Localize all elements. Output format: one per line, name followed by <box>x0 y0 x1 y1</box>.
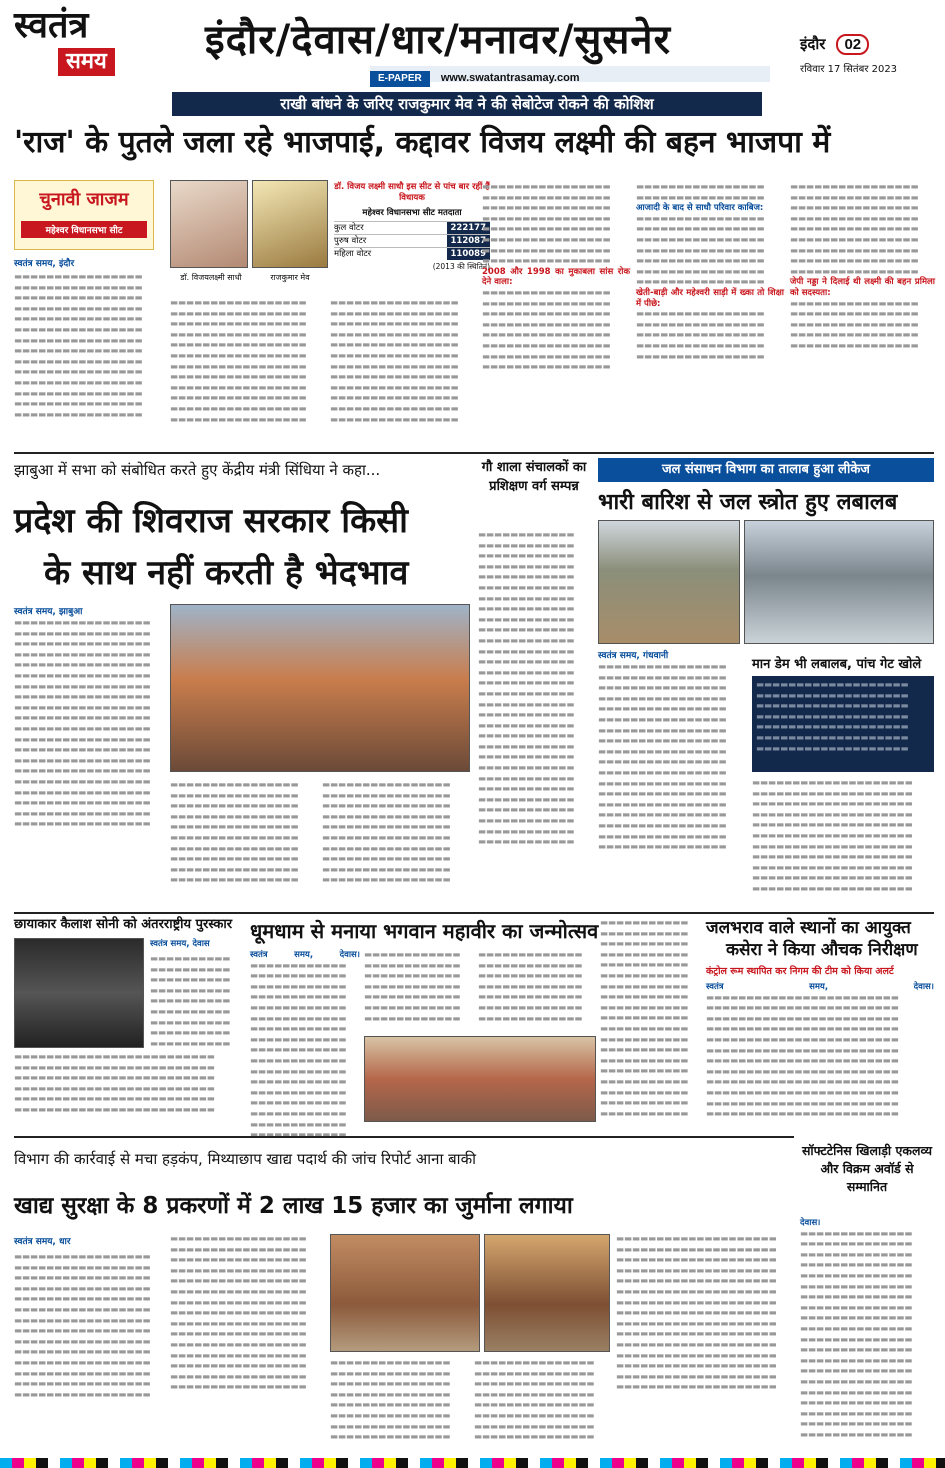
flood-photo-left <box>598 520 740 644</box>
story6-body-col4: ▬▬▬▬▬▬▬▬▬▬▬ ▬▬▬▬▬▬▬▬▬▬▬ ▬▬▬▬▬▬▬▬▬▬▬ ▬▬▬▬▬▬▬▬▬▬▬ ▬▬▬▬▬▬▬▬▬▬▬ ▬▬▬▬▬▬▬▬▬▬▬ ▬▬▬▬▬▬▬▬▬▬▬ ▬▬▬▬▬▬▬▬▬▬▬ ▬▬▬▬▬▬▬▬▬▬▬ ▬▬▬▬▬▬▬▬▬▬▬ ▬▬▬▬▬▬▬▬▬▬▬ ▬▬▬▬▬▬▬▬▬▬▬ ▬▬▬▬▬▬▬▬▬▬▬ ▬▬▬▬▬▬▬▬▬▬▬ ▬▬▬▬▬▬▬▬▬▬▬ ▬▬▬▬▬▬▬▬▬▬▬ ▬▬▬▬▬▬▬▬▬▬▬ ▬▬▬▬▬▬▬▬▬▬▬ ▬▬▬▬▬▬▬▬▬▬▬ <box>600 918 689 1119</box>
subhead-2008-1998: 2008 और 1998 का मुकाबला सांस रोक देने वाला: <box>482 266 630 288</box>
story1-body-col2: ▬▬▬▬▬▬▬▬▬▬▬▬▬▬▬▬▬ ▬▬▬▬▬▬▬▬▬▬▬▬▬▬▬▬▬ ▬▬▬▬▬▬▬▬▬▬▬▬▬▬▬▬▬ ▬▬▬▬▬▬▬▬▬▬▬▬▬▬▬▬▬ ▬▬▬▬▬▬▬▬▬▬▬▬▬▬▬▬▬ ▬▬▬▬▬▬▬▬▬▬▬▬▬▬▬▬▬ ▬▬▬▬▬▬▬▬▬▬▬▬▬▬▬▬▬ ▬▬▬▬▬▬▬▬▬▬▬▬▬▬▬▬▬ ▬▬▬▬▬▬▬▬▬▬▬▬▬▬▬▬▬ ▬▬▬▬▬▬▬▬▬▬▬▬▬▬▬▬▬ ▬▬▬▬▬▬▬▬▬▬▬▬▬▬▬▬▬ ▬▬▬▬▬▬▬▬▬▬▬▬▬▬▬▬▬ <box>170 298 307 425</box>
dam-photo <box>744 520 934 644</box>
voter-box-title: डॉ. विजय लक्ष्मी साधौ इस सीट से पांच बार रहीं हैं विधायक <box>334 182 490 203</box>
story1-headline: 'राज' के पुतले जला रहे भाजपाई, कद्दावर विजय लक्ष्मी की बहन भाजपा में <box>14 125 831 160</box>
story1-body-col4: ▬▬▬▬▬▬▬▬▬▬▬▬▬▬▬▬ ▬▬▬▬▬▬▬▬▬▬▬▬▬▬▬▬ ▬▬▬▬▬▬▬▬▬▬▬▬▬▬▬▬ ▬▬▬▬▬▬▬▬▬▬▬▬▬▬▬▬ ▬▬▬▬▬▬▬▬▬▬▬▬▬▬▬▬ ▬▬▬▬▬▬▬▬▬▬▬▬▬▬▬▬ ▬▬▬▬▬▬▬▬▬▬▬▬▬▬▬▬ ▬▬▬▬▬▬▬▬▬▬▬▬▬▬▬▬ 2008 और 1998 का मुकाबला सांस रोक देने वाला: ▬▬▬▬▬▬▬▬▬▬▬▬▬▬▬▬ ▬▬▬▬▬▬▬▬▬▬▬▬▬▬▬▬ ▬▬▬▬▬▬▬▬▬▬▬▬▬▬▬▬ ▬▬▬▬▬▬▬▬▬▬▬▬▬▬▬▬ ▬▬▬▬▬▬▬▬▬▬▬▬▬▬▬▬ ▬▬▬▬▬▬▬▬▬▬▬▬▬▬▬▬ ▬▬▬▬▬▬▬▬▬▬▬▬▬▬▬▬ ▬▬▬▬▬▬▬▬▬▬▬▬▬▬▬▬ <box>482 182 630 373</box>
election-badge <box>14 180 154 250</box>
website-link[interactable]: www.swatantrasamay.com <box>440 72 580 84</box>
story7-subheadline: कंट्रोल रूम स्थापित कर निगम की टीम को किया अलर्ट <box>706 966 894 977</box>
award-photo <box>14 938 144 1048</box>
story3-headline: गौ शाला संचालकों का प्रशिक्षण वर्ग सम्पन्न <box>481 460 587 494</box>
story1-body-col6: ▬▬▬▬▬▬▬▬▬▬▬▬▬▬▬▬ ▬▬▬▬▬▬▬▬▬▬▬▬▬▬▬▬ ▬▬▬▬▬▬▬▬▬▬▬▬▬▬▬▬ ▬▬▬▬▬▬▬▬▬▬▬▬▬▬▬▬ ▬▬▬▬▬▬▬▬▬▬▬▬▬▬▬▬ ▬▬▬▬▬▬▬▬▬▬▬▬▬▬▬▬ ▬▬▬▬▬▬▬▬▬▬▬▬▬▬▬▬ ▬▬▬▬▬▬▬▬▬▬▬▬▬▬▬▬ ▬▬▬▬▬▬▬▬▬▬▬▬▬▬▬▬ जेपी नड्डा ने दिलाई थी लक्ष्मी की बहन प्रमिला को सदस्यता: ▬▬▬▬▬▬▬▬▬▬▬▬▬▬▬▬ ▬▬▬▬▬▬▬▬▬▬▬▬▬▬▬▬ ▬▬▬▬▬▬▬▬▬▬▬▬▬▬▬▬ ▬▬▬▬▬▬▬▬▬▬▬▬▬▬▬▬ ▬▬▬▬▬▬▬▬▬▬▬▬▬▬▬▬ <box>790 182 935 351</box>
story1-body-col3: ▬▬▬▬▬▬▬▬▬▬▬▬▬▬▬▬ ▬▬▬▬▬▬▬▬▬▬▬▬▬▬▬▬ ▬▬▬▬▬▬▬▬▬▬▬▬▬▬▬▬ ▬▬▬▬▬▬▬▬▬▬▬▬▬▬▬▬ ▬▬▬▬▬▬▬▬▬▬▬▬▬▬▬▬ ▬▬▬▬▬▬▬▬▬▬▬▬▬▬▬▬ ▬▬▬▬▬▬▬▬▬▬▬▬▬▬▬▬ ▬▬▬▬▬▬▬▬▬▬▬▬▬▬▬▬ ▬▬▬▬▬▬▬▬▬▬▬▬▬▬▬▬ ▬▬▬▬▬▬▬▬▬▬▬▬▬▬▬▬ ▬▬▬▬▬▬▬▬▬▬▬▬▬▬▬▬ ▬▬▬▬▬▬▬▬▬▬▬▬▬▬▬▬ <box>330 298 459 425</box>
story1-kicker: राखी बांधने के जरिए राजकुमार मेव ने की सेबोटेज रोकने की कोशिश <box>172 92 762 116</box>
section-divider <box>14 1136 794 1138</box>
story6-byline: स्वतंत्र समय, देवास। <box>250 950 360 960</box>
story7-body: स्वतंत्र समय, देवास। ▬▬▬▬▬▬▬▬▬▬▬▬▬▬▬▬▬▬▬▬▬▬▬▬ ▬▬▬▬▬▬▬▬▬▬▬▬▬▬▬▬▬▬▬▬▬▬▬▬ ▬▬▬▬▬▬▬▬▬▬▬▬▬▬▬▬▬▬▬▬▬▬▬▬ ▬▬▬▬▬▬▬▬▬▬▬▬▬▬▬▬▬▬▬▬▬▬▬▬ ▬▬▬▬▬▬▬▬▬▬▬▬▬▬▬▬▬▬▬▬▬▬▬▬ ▬▬▬▬▬▬▬▬▬▬▬▬▬▬▬▬▬▬▬▬▬▬▬▬ ▬▬▬▬▬▬▬▬▬▬▬▬▬▬▬▬▬▬▬▬▬▬▬▬ ▬▬▬▬▬▬▬▬▬▬▬▬▬▬▬▬▬▬▬▬▬▬▬▬ ▬▬▬▬▬▬▬▬▬▬▬▬▬▬▬▬▬▬▬▬▬▬▬▬ ▬▬▬▬▬▬▬▬▬▬▬▬▬▬▬▬▬▬▬▬▬▬▬▬ ▬▬▬▬▬▬▬▬▬▬▬▬▬▬▬▬▬▬▬▬▬▬▬▬ ▬▬▬▬▬▬▬▬▬▬▬▬▬▬▬▬▬▬▬▬▬▬▬▬ <box>706 982 934 1120</box>
logo-top: स्वतंत्र <box>14 5 89 46</box>
story5-body-col2: ▬▬▬▬▬▬▬▬▬▬▬▬▬▬▬▬▬▬▬▬▬▬▬▬▬ ▬▬▬▬▬▬▬▬▬▬▬▬▬▬▬▬▬▬▬▬▬▬▬▬▬ ▬▬▬▬▬▬▬▬▬▬▬▬▬▬▬▬▬▬▬▬▬▬▬▬▬ ▬▬▬▬▬▬▬▬▬▬▬▬▬▬▬▬▬▬▬▬▬▬▬▬▬ ▬▬▬▬▬▬▬▬▬▬▬▬▬▬▬▬▬▬▬▬▬▬▬▬▬ ▬▬▬▬▬▬▬▬▬▬▬▬▬▬▬▬▬▬▬▬▬▬▬▬▬ <box>14 1052 215 1115</box>
voter-row: पुरुष वोटर 112087 <box>334 234 490 247</box>
badge-subtitle: महेश्वर विधानसभा सीट <box>21 221 147 238</box>
story8-headline: खाद्य सुरक्षा के 8 प्रकरणों में 2 लाख 15 हजार का जुर्माना लगाया <box>14 1193 573 1219</box>
voter-box-note: (2013 की स्थितिनं) <box>432 262 490 271</box>
section-divider <box>14 452 934 454</box>
story8-body-col3: ▬▬▬▬▬▬▬▬▬▬▬▬▬▬▬ ▬▬▬▬▬▬▬▬▬▬▬▬▬▬▬ ▬▬▬▬▬▬▬▬▬▬▬▬▬▬▬ ▬▬▬▬▬▬▬▬▬▬▬▬▬▬▬ ▬▬▬▬▬▬▬▬▬▬▬▬▬▬▬ ▬▬▬▬▬▬▬▬▬▬▬▬▬▬▬ ▬▬▬▬▬▬▬▬▬▬▬▬▬▬▬ ▬▬▬▬▬▬▬▬▬▬▬▬▬▬▬ <box>330 1358 451 1443</box>
story5-headline: छायाकार कैलाश सोनी को अंतरराष्ट्रीय पुरस्कार <box>14 917 233 932</box>
dam-info-box: ▬▬▬▬▬▬▬▬▬▬▬▬▬▬▬▬▬▬▬ ▬▬▬▬▬▬▬▬▬▬▬▬▬▬▬▬▬▬▬ ▬▬▬▬▬▬▬▬▬▬▬▬▬▬▬▬▬▬▬ ▬▬▬▬▬▬▬▬▬▬▬▬▬▬▬▬▬▬▬ ▬▬▬▬▬▬▬▬▬▬▬▬▬▬▬▬▬▬▬ ▬▬▬▬▬▬▬▬▬▬▬▬▬▬▬▬▬▬▬ ▬▬▬▬▬▬▬▬▬▬▬▬▬▬▬▬▬▬▬ <box>752 676 934 772</box>
story8-body-col1: ▬▬▬▬▬▬▬▬▬▬▬▬▬▬▬▬▬ ▬▬▬▬▬▬▬▬▬▬▬▬▬▬▬▬▬ ▬▬▬▬▬▬▬▬▬▬▬▬▬▬▬▬▬ ▬▬▬▬▬▬▬▬▬▬▬▬▬▬▬▬▬ ▬▬▬▬▬▬▬▬▬▬▬▬▬▬▬▬▬ ▬▬▬▬▬▬▬▬▬▬▬▬▬▬▬▬▬ ▬▬▬▬▬▬▬▬▬▬▬▬▬▬▬▬▬ ▬▬▬▬▬▬▬▬▬▬▬▬▬▬▬▬▬ ▬▬▬▬▬▬▬▬▬▬▬▬▬▬▬▬▬ ▬▬▬▬▬▬▬▬▬▬▬▬▬▬▬▬▬ ▬▬▬▬▬▬▬▬▬▬▬▬▬▬▬▬▬ ▬▬▬▬▬▬▬▬▬▬▬▬▬▬▬▬▬ ▬▬▬▬▬▬▬▬▬▬▬▬▬▬▬▬▬ ▬▬▬▬▬▬▬▬▬▬▬▬▬▬▬▬▬ <box>14 1252 151 1400</box>
story5-byline: स्वतंत्र समय, देवास <box>150 939 210 949</box>
print-color-bar <box>0 1458 945 1468</box>
story4-body-col1: ▬▬▬▬▬▬▬▬▬▬▬▬▬▬▬▬ ▬▬▬▬▬▬▬▬▬▬▬▬▬▬▬▬ ▬▬▬▬▬▬▬▬▬▬▬▬▬▬▬▬ ▬▬▬▬▬▬▬▬▬▬▬▬▬▬▬▬ ▬▬▬▬▬▬▬▬▬▬▬▬▬▬▬▬ ▬▬▬▬▬▬▬▬▬▬▬▬▬▬▬▬ ▬▬▬▬▬▬▬▬▬▬▬▬▬▬▬▬ ▬▬▬▬▬▬▬▬▬▬▬▬▬▬▬▬ ▬▬▬▬▬▬▬▬▬▬▬▬▬▬▬▬ ▬▬▬▬▬▬▬▬▬▬▬▬▬▬▬▬ ▬▬▬▬▬▬▬▬▬▬▬▬▬▬▬▬ ▬▬▬▬▬▬▬▬▬▬▬▬▬▬▬▬ ▬▬▬▬▬▬▬▬▬▬▬▬▬▬▬▬ ▬▬▬▬▬▬▬▬▬▬▬▬▬▬▬▬ ▬▬▬▬▬▬▬▬▬▬▬▬▬▬▬▬ ▬▬▬▬▬▬▬▬▬▬▬▬▬▬▬▬ ▬▬▬▬▬▬▬▬▬▬▬▬▬▬▬▬ ▬▬▬▬▬▬▬▬▬▬▬▬▬▬▬▬ <box>598 662 727 853</box>
subhead-nadda: जेपी नड्डा ने दिलाई थी लक्ष्मी की बहन प्रमिला को सदस्यता: <box>790 277 935 298</box>
story8-body-col2: ▬▬▬▬▬▬▬▬▬▬▬▬▬▬▬▬▬ ▬▬▬▬▬▬▬▬▬▬▬▬▬▬▬▬▬ ▬▬▬▬▬▬▬▬▬▬▬▬▬▬▬▬▬ ▬▬▬▬▬▬▬▬▬▬▬▬▬▬▬▬▬ ▬▬▬▬▬▬▬▬▬▬▬▬▬▬▬▬▬ ▬▬▬▬▬▬▬▬▬▬▬▬▬▬▬▬▬ ▬▬▬▬▬▬▬▬▬▬▬▬▬▬▬▬▬ ▬▬▬▬▬▬▬▬▬▬▬▬▬▬▬▬▬ ▬▬▬▬▬▬▬▬▬▬▬▬▬▬▬▬▬ ▬▬▬▬▬▬▬▬▬▬▬▬▬▬▬▬▬ ▬▬▬▬▬▬▬▬▬▬▬▬▬▬▬▬▬ ▬▬▬▬▬▬▬▬▬▬▬▬▬▬▬▬▬ ▬▬▬▬▬▬▬▬▬▬▬▬▬▬▬▬▬ ▬▬▬▬▬▬▬▬▬▬▬▬▬▬▬▬▬ ▬▬▬▬▬▬▬▬▬▬▬▬▬▬▬▬▬ <box>170 1234 307 1393</box>
epaper-strip <box>370 66 770 82</box>
voter-row: महिला वोटर 110089 <box>334 247 490 260</box>
epaper-label: E-PAPER <box>370 71 430 87</box>
story8-body-col4: ▬▬▬▬▬▬▬▬▬▬▬▬▬▬▬ ▬▬▬▬▬▬▬▬▬▬▬▬▬▬▬ ▬▬▬▬▬▬▬▬▬▬▬▬▬▬▬ ▬▬▬▬▬▬▬▬▬▬▬▬▬▬▬ ▬▬▬▬▬▬▬▬▬▬▬▬▬▬▬ ▬▬▬▬▬▬▬▬▬▬▬▬▬▬▬ ▬▬▬▬▬▬▬▬▬▬▬▬▬▬▬ ▬▬▬▬▬▬▬▬▬▬▬▬▬▬▬ <box>474 1358 595 1443</box>
voter-box-subtitle: महेश्वर विधानसभा सीट मतदाता <box>362 208 462 218</box>
edition-title: इंदौर/देवास/धार/मनावर/सुसनेर <box>205 17 671 63</box>
voter-row: कुल वोटर 222177 <box>334 221 490 234</box>
story2-headline-line2: के साथ नहीं करती है भेदभाव <box>44 553 409 593</box>
story4-byline: स्वतंत्र समय, गंधवानी <box>598 651 669 661</box>
page-number: 02 <box>836 34 869 55</box>
story2-body-col3: ▬▬▬▬▬▬▬▬▬▬▬▬▬▬▬▬ ▬▬▬▬▬▬▬▬▬▬▬▬▬▬▬▬ ▬▬▬▬▬▬▬▬▬▬▬▬▬▬▬▬ ▬▬▬▬▬▬▬▬▬▬▬▬▬▬▬▬ ▬▬▬▬▬▬▬▬▬▬▬▬▬▬▬▬ ▬▬▬▬▬▬▬▬▬▬▬▬▬▬▬▬ ▬▬▬▬▬▬▬▬▬▬▬▬▬▬▬▬ ▬▬▬▬▬▬▬▬▬▬▬▬▬▬▬▬ ▬▬▬▬▬▬▬▬▬▬▬▬▬▬▬▬ ▬▬▬▬▬▬▬▬▬▬▬▬▬▬▬▬ <box>322 780 451 886</box>
photo-rajkumar-mev <box>252 180 328 268</box>
logo <box>14 4 164 84</box>
story1-byline: स्वतंत्र समय, इंदौर <box>14 259 75 269</box>
masthead <box>0 0 945 90</box>
shop-photo-1 <box>330 1234 480 1352</box>
photo1-caption: डॉ. विजयलक्ष्मी साधौ <box>180 273 242 282</box>
photo-vijaylakshmi <box>170 180 248 268</box>
procession-photo <box>364 1036 596 1122</box>
story7-headline-line1: जलभराव वाले स्थानों का आयुक्त <box>706 918 911 938</box>
story9-byline: देवास। <box>800 1218 821 1228</box>
badge-title: चुनावी जाजम <box>39 189 129 210</box>
story8-byline: स्वतंत्र समय, धार <box>14 1237 71 1247</box>
story2-kicker: झाबुआ में सभा को संबोधित करते हुए केंद्रीय मंत्री सिंधिया ने कहा... <box>14 461 381 479</box>
story6-body-col2: ▬▬▬▬▬▬▬▬▬▬▬▬ ▬▬▬▬▬▬▬▬▬▬▬▬ ▬▬▬▬▬▬▬▬▬▬▬▬ ▬▬▬▬▬▬▬▬▬▬▬▬ ▬▬▬▬▬▬▬▬▬▬▬▬ ▬▬▬▬▬▬▬▬▬▬▬▬ ▬▬▬▬▬▬▬▬▬▬▬▬ <box>364 950 461 1024</box>
story2-body-col2: ▬▬▬▬▬▬▬▬▬▬▬▬▬▬▬▬ ▬▬▬▬▬▬▬▬▬▬▬▬▬▬▬▬ ▬▬▬▬▬▬▬▬▬▬▬▬▬▬▬▬ ▬▬▬▬▬▬▬▬▬▬▬▬▬▬▬▬ ▬▬▬▬▬▬▬▬▬▬▬▬▬▬▬▬ ▬▬▬▬▬▬▬▬▬▬▬▬▬▬▬▬ ▬▬▬▬▬▬▬▬▬▬▬▬▬▬▬▬ ▬▬▬▬▬▬▬▬▬▬▬▬▬▬▬▬ ▬▬▬▬▬▬▬▬▬▬▬▬▬▬▬▬ ▬▬▬▬▬▬▬▬▬▬▬▬▬▬▬▬ <box>170 780 299 886</box>
subhead-azadi: आजादी के बाद से साधौ परिवार काबिज: <box>636 203 764 214</box>
story4-subheadline: मान डेम भी लबालब, पांच गेट खोले <box>752 657 922 672</box>
page-info <box>800 34 935 84</box>
story5-body-col1: ▬▬▬▬▬▬▬▬▬▬ ▬▬▬▬▬▬▬▬▬▬ ▬▬▬▬▬▬▬▬▬▬ ▬▬▬▬▬▬▬▬▬▬ ▬▬▬▬▬▬▬▬▬▬ ▬▬▬▬▬▬▬▬▬▬ ▬▬▬▬▬▬▬▬▬▬ ▬▬▬▬▬▬▬▬▬▬ ▬▬▬▬▬▬▬▬▬▬ <box>150 954 231 1049</box>
rally-photo <box>170 604 470 772</box>
story1-body-col1 <box>14 272 159 422</box>
story6-body-col3: ▬▬▬▬▬▬▬▬▬▬▬▬▬ ▬▬▬▬▬▬▬▬▬▬▬▬▬ ▬▬▬▬▬▬▬▬▬▬▬▬▬ ▬▬▬▬▬▬▬▬▬▬▬▬▬ ▬▬▬▬▬▬▬▬▬▬▬▬▬ ▬▬▬▬▬▬▬▬▬▬▬▬▬ ▬▬▬▬▬▬▬▬▬▬▬▬▬ <box>478 950 583 1024</box>
story9-headline: सॉफ्टटेनिस खिलाड़ी एकलव्य और विक्रम अवॉर्ड से सम्मानित <box>801 1143 933 1194</box>
city: इंदौर <box>800 35 826 53</box>
subhead-kheti: खेती-बाड़ी और महेश्वरी साड़ी में ख्का तो शिक्षा में पीछे: <box>636 287 784 309</box>
story8-kicker: विभाग की कार्रवाई से मचा हड़कंप, मिथ्याछाप खाद्य पदार्थ की जांच रिपोर्ट आना बाकी <box>14 1150 476 1168</box>
story2-byline: स्वतंत्र समय, झाबुआ <box>14 607 83 617</box>
story4-body-col2: ▬▬▬▬▬▬▬▬▬▬▬▬▬▬▬▬▬▬▬▬ ▬▬▬▬▬▬▬▬▬▬▬▬▬▬▬▬▬▬▬▬ ▬▬▬▬▬▬▬▬▬▬▬▬▬▬▬▬▬▬▬▬ ▬▬▬▬▬▬▬▬▬▬▬▬▬▬▬▬▬▬▬▬ ▬▬▬▬▬▬▬▬▬▬▬▬▬▬▬▬▬▬▬▬ ▬▬▬▬▬▬▬▬▬▬▬▬▬▬▬▬▬▬▬▬ ▬▬▬▬▬▬▬▬▬▬▬▬▬▬▬▬▬▬▬▬ ▬▬▬▬▬▬▬▬▬▬▬▬▬▬▬▬▬▬▬▬ ▬▬▬▬▬▬▬▬▬▬▬▬▬▬▬▬▬▬▬▬ ▬▬▬▬▬▬▬▬▬▬▬▬▬▬▬▬▬▬▬▬ ▬▬▬▬▬▬▬▬▬▬▬▬▬▬▬▬▬▬▬▬ <box>752 778 913 894</box>
issue-date: रविवार 17 सितंबर 2023 <box>800 64 898 75</box>
story4-kicker: जल संसाधन विभाग का तालाब हुआ लीकेज <box>598 458 934 482</box>
photo2-caption: राजकुमार मेव <box>270 273 310 282</box>
story2-body-col1: ▬▬▬▬▬▬▬▬▬▬▬▬▬▬▬▬▬ ▬▬▬▬▬▬▬▬▬▬▬▬▬▬▬▬▬ ▬▬▬▬▬▬▬▬▬▬▬▬▬▬▬▬▬ ▬▬▬▬▬▬▬▬▬▬▬▬▬▬▬▬▬ ▬▬▬▬▬▬▬▬▬▬▬▬▬▬▬▬▬ ▬▬▬▬▬▬▬▬▬▬▬▬▬▬▬▬▬ ▬▬▬▬▬▬▬▬▬▬▬▬▬▬▬▬▬ ▬▬▬▬▬▬▬▬▬▬▬▬▬▬▬▬▬ ▬▬▬▬▬▬▬▬▬▬▬▬▬▬▬▬▬ ▬▬▬▬▬▬▬▬▬▬▬▬▬▬▬▬▬ ▬▬▬▬▬▬▬▬▬▬▬▬▬▬▬▬▬ ▬▬▬▬▬▬▬▬▬▬▬▬▬▬▬▬▬ ▬▬▬▬▬▬▬▬▬▬▬▬▬▬▬▬▬ ▬▬▬▬▬▬▬▬▬▬▬▬▬▬▬▬▬ ▬▬▬▬▬▬▬▬▬▬▬▬▬▬▬▬▬ ▬▬▬▬▬▬▬▬▬▬▬▬▬▬▬▬▬ ▬▬▬▬▬▬▬▬▬▬▬▬▬▬▬▬▬ ▬▬▬▬▬▬▬▬▬▬▬▬▬▬▬▬▬ ▬▬▬▬▬▬▬▬▬▬▬▬▬▬▬▬▬ ▬▬▬▬▬▬▬▬▬▬▬▬▬▬▬▬▬ <box>14 618 151 830</box>
story1-body-col5: ▬▬▬▬▬▬▬▬▬▬▬▬▬▬▬▬ ▬▬▬▬▬▬▬▬▬▬▬▬▬▬▬▬ आजादी के बाद से साधौ परिवार काबिज: ▬▬▬▬▬▬▬▬▬▬▬▬▬▬▬▬ ▬▬▬▬▬▬▬▬▬▬▬▬▬▬▬▬ ▬▬▬▬▬▬▬▬▬▬▬▬▬▬▬▬ ▬▬▬▬▬▬▬▬▬▬▬▬▬▬▬▬ ▬▬▬▬▬▬▬▬▬▬▬▬▬▬▬▬ ▬▬▬▬▬▬▬▬▬▬▬▬▬▬▬▬ ▬▬▬▬▬▬▬▬▬▬▬▬▬▬▬▬ खेती-बाड़ी और महेश्वरी साड़ी में ख्का तो शिक्षा में पीछे: ▬▬▬▬▬▬▬▬▬▬▬▬▬▬▬▬ ▬▬▬▬▬▬▬▬▬▬▬▬▬▬▬▬ ▬▬▬▬▬▬▬▬▬▬▬▬▬▬▬▬ ▬▬▬▬▬▬▬▬▬▬▬▬▬▬▬▬ ▬▬▬▬▬▬▬▬▬▬▬▬▬▬▬▬ <box>636 182 784 362</box>
story8-body-col5: ▬▬▬▬▬▬▬▬▬▬▬▬▬▬▬▬▬▬▬▬ ▬▬▬▬▬▬▬▬▬▬▬▬▬▬▬▬▬▬▬▬ ▬▬▬▬▬▬▬▬▬▬▬▬▬▬▬▬▬▬▬▬ ▬▬▬▬▬▬▬▬▬▬▬▬▬▬▬▬▬▬▬▬ ▬▬▬▬▬▬▬▬▬▬▬▬▬▬▬▬▬▬▬▬ ▬▬▬▬▬▬▬▬▬▬▬▬▬▬▬▬▬▬▬▬ ▬▬▬▬▬▬▬▬▬▬▬▬▬▬▬▬▬▬▬▬ ▬▬▬▬▬▬▬▬▬▬▬▬▬▬▬▬▬▬▬▬ ▬▬▬▬▬▬▬▬▬▬▬▬▬▬▬▬▬▬▬▬ ▬▬▬▬▬▬▬▬▬▬▬▬▬▬▬▬▬▬▬▬ ▬▬▬▬▬▬▬▬▬▬▬▬▬▬▬▬▬▬▬▬ ▬▬▬▬▬▬▬▬▬▬▬▬▬▬▬▬▬▬▬▬ ▬▬▬▬▬▬▬▬▬▬▬▬▬▬▬▬▬▬▬▬ ▬▬▬▬▬▬▬▬▬▬▬▬▬▬▬▬▬▬▬▬ ▬▬▬▬▬▬▬▬▬▬▬▬▬▬▬▬▬▬▬▬ <box>616 1234 777 1393</box>
shop-photo-2 <box>484 1234 610 1352</box>
story3-body: ▬▬▬▬▬▬▬▬▬▬▬▬ ▬▬▬▬▬▬▬▬▬▬▬▬ ▬▬▬▬▬▬▬▬▬▬▬▬ ▬▬▬▬▬▬▬▬▬▬▬▬ ▬▬▬▬▬▬▬▬▬▬▬▬ ▬▬▬▬▬▬▬▬▬▬▬▬ ▬▬▬▬▬▬▬▬▬▬▬▬ ▬▬▬▬▬▬▬▬▬▬▬▬ ▬▬▬▬▬▬▬▬▬▬▬▬ ▬▬▬▬▬▬▬▬▬▬▬▬ ▬▬▬▬▬▬▬▬▬▬▬▬ ▬▬▬▬▬▬▬▬▬▬▬▬ ▬▬▬▬▬▬▬▬▬▬▬▬ ▬▬▬▬▬▬▬▬▬▬▬▬ ▬▬▬▬▬▬▬▬▬▬▬▬ ▬▬▬▬▬▬▬▬▬▬▬▬ ▬▬▬▬▬▬▬▬▬▬▬▬ ▬▬▬▬▬▬▬▬▬▬▬▬ ▬▬▬▬▬▬▬▬▬▬▬▬ ▬▬▬▬▬▬▬▬▬▬▬▬ ▬▬▬▬▬▬▬▬▬▬▬▬ ▬▬▬▬▬▬▬▬▬▬▬▬ ▬▬▬▬▬▬▬▬▬▬▬▬ ▬▬▬▬▬▬▬▬▬▬▬▬ ▬▬▬▬▬▬▬▬▬▬▬▬ ▬▬▬▬▬▬▬▬▬▬▬▬ ▬▬▬▬▬▬▬▬▬▬▬▬ ▬▬▬▬▬▬▬▬▬▬▬▬ ▬▬▬▬▬▬▬▬▬▬▬▬ ▬▬▬▬▬▬▬▬▬▬▬▬ <box>478 530 575 848</box>
story2-headline-line1: प्रदेश की शिवराज सरकार किसी <box>14 501 408 541</box>
story7-byline: स्वतंत्र समय, देवास। <box>706 982 934 992</box>
voter-box <box>334 182 490 292</box>
story6-headline: धूमधाम से मनाया भगवान महावीर का जन्मोत्सव <box>250 919 599 943</box>
story9-body: देवास। ▬▬▬▬▬▬▬▬▬▬▬▬▬▬ ▬▬▬▬▬▬▬▬▬▬▬▬▬▬ ▬▬▬▬▬▬▬▬▬▬▬▬▬▬ ▬▬▬▬▬▬▬▬▬▬▬▬▬▬ ▬▬▬▬▬▬▬▬▬▬▬▬▬▬ ▬▬▬▬▬▬▬▬▬▬▬▬▬▬ ▬▬▬▬▬▬▬▬▬▬▬▬▬▬ ▬▬▬▬▬▬▬▬▬▬▬▬▬▬ ▬▬▬▬▬▬▬▬▬▬▬▬▬▬ ▬▬▬▬▬▬▬▬▬▬▬▬▬▬ ▬▬▬▬▬▬▬▬▬▬▬▬▬▬ ▬▬▬▬▬▬▬▬▬▬▬▬▬▬ ▬▬▬▬▬▬▬▬▬▬▬▬▬▬ ▬▬▬▬▬▬▬▬▬▬▬▬▬▬ ▬▬▬▬▬▬▬▬▬▬▬▬▬▬ ▬▬▬▬▬▬▬▬▬▬▬▬▬▬ ▬▬▬▬▬▬▬▬▬▬▬▬▬▬ ▬▬▬▬▬▬▬▬▬▬▬▬▬▬ ▬▬▬▬▬▬▬▬▬▬▬▬▬▬ ▬▬▬▬▬▬▬▬▬▬▬▬▬▬ <box>800 1218 913 1440</box>
body-text: ▬▬▬▬▬▬▬▬▬▬▬▬▬▬▬▬ ▬▬▬▬▬▬▬▬▬▬▬▬▬▬▬▬ ▬▬▬▬▬▬▬▬▬▬▬▬▬▬▬▬ ▬▬▬▬▬▬▬▬▬▬▬▬▬▬▬▬ ▬▬▬▬▬▬▬▬▬▬▬▬▬▬▬▬ ▬▬▬▬▬▬▬▬▬▬▬▬▬▬▬▬ ▬▬▬▬▬▬▬▬▬▬▬▬▬▬▬▬ ▬▬▬▬▬▬▬▬▬▬▬▬▬▬▬▬ ▬▬▬▬▬▬▬▬▬▬▬▬▬▬▬▬ ▬▬▬▬▬▬▬▬▬▬▬▬▬▬▬▬ ▬▬▬▬▬▬▬▬▬▬▬▬▬▬▬▬ ▬▬▬▬▬▬▬▬▬▬▬▬▬▬▬▬ ▬▬▬▬▬▬▬▬▬▬▬▬▬▬▬▬ ▬▬▬▬▬▬▬▬▬▬▬▬▬▬▬▬ <box>14 272 143 420</box>
logo-bottom: समय <box>58 48 115 76</box>
story7-headline-line2: कसेरा ने किया औचक निरीक्षण <box>726 940 918 960</box>
story6-body-col1: स्वतंत्र समय, देवास। ▬▬▬▬▬▬▬▬▬▬▬▬ ▬▬▬▬▬▬▬▬▬▬▬▬ ▬▬▬▬▬▬▬▬▬▬▬▬ ▬▬▬▬▬▬▬▬▬▬▬▬ ▬▬▬▬▬▬▬▬▬▬▬▬ ▬▬▬▬▬▬▬▬▬▬▬▬ ▬▬▬▬▬▬▬▬▬▬▬▬ ▬▬▬▬▬▬▬▬▬▬▬▬ ▬▬▬▬▬▬▬▬▬▬▬▬ ▬▬▬▬▬▬▬▬▬▬▬▬ ▬▬▬▬▬▬▬▬▬▬▬▬ ▬▬▬▬▬▬▬▬▬▬▬▬ ▬▬▬▬▬▬▬▬▬▬▬▬ ▬▬▬▬▬▬▬▬▬▬▬▬ ▬▬▬▬▬▬▬▬▬▬▬▬ ▬▬▬▬▬▬▬▬▬▬▬▬ <box>250 950 360 1130</box>
story4-headline: भारी बारिश से जल स्त्रोत हुए लबालब <box>598 490 898 515</box>
